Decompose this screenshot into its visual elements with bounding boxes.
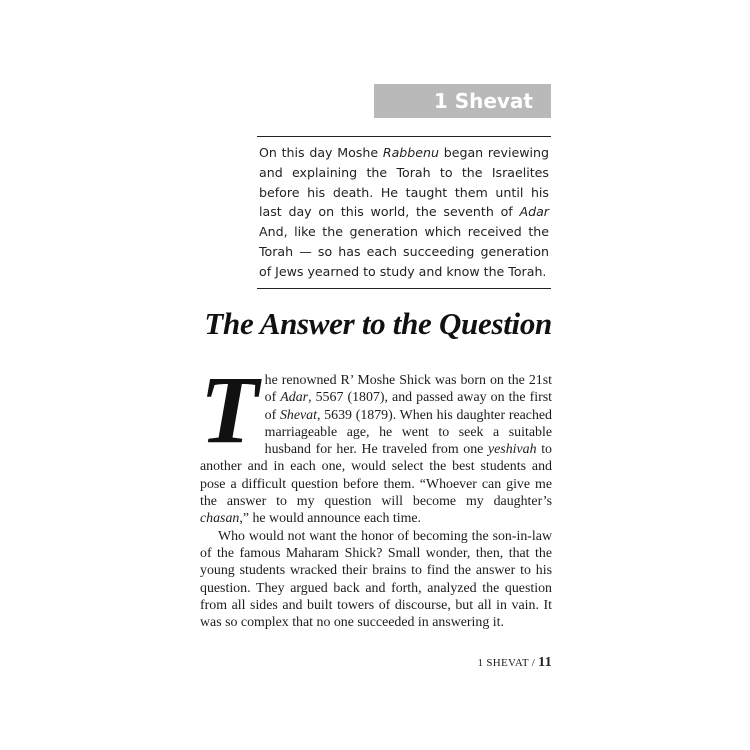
text-run: , 5567 (1807), and passed away on the first of bbox=[264, 390, 552, 423]
italic-term: Adar bbox=[280, 390, 309, 406]
text-run: And, like the generation which received the Torah — so has each succeeding generation of Jews yearned to study and know the Torah. bbox=[259, 224, 549, 279]
page-footer bbox=[300, 655, 552, 671]
date-banner bbox=[374, 84, 551, 118]
text-run: he renowned R’ Moshe Shick was born on the 21st of bbox=[264, 373, 552, 406]
text-run: On this day Moshe bbox=[259, 145, 383, 160]
text-run: , 5639 (1879). When his daughter reached marriageable age, he went to seek a suitable husband for her. He traveled from one bbox=[264, 407, 553, 458]
story-paragraph bbox=[200, 528, 552, 632]
story-body bbox=[200, 356, 553, 631]
italic-term: yeshivah bbox=[487, 442, 537, 458]
italic-term: chasan bbox=[200, 511, 240, 527]
drop-cap: T bbox=[200, 356, 259, 463]
italic-term: Shevat bbox=[279, 407, 317, 423]
page-number: 11 bbox=[538, 655, 552, 670]
text-run: ,” he would announce each time. bbox=[239, 511, 422, 527]
italic-term: Rabbenu bbox=[382, 145, 439, 160]
date-banner-label: 1 Shevat bbox=[433, 89, 533, 113]
intro-box bbox=[257, 136, 551, 289]
intro-text bbox=[259, 143, 549, 282]
italic-term: Adar bbox=[519, 204, 549, 220]
chapter-title: The Answer to the Question bbox=[204, 306, 552, 341]
story-paragraph bbox=[200, 356, 553, 528]
text-run: to another and in each one, would select the best students and pose a difficult question before them. “Whoever can give me the answer to my question will become my daughter’s bbox=[200, 442, 552, 510]
text-run: began reviewing and explaining the Torah to the Israelites before his death. He taught them until his last day on this world, the seventh of bbox=[259, 145, 549, 220]
running-head: 1 SHEVAT / bbox=[477, 657, 539, 669]
text-run: Who would not want the honor of becoming the son-in-law of the famous Maharam Shick? Small wonder, then, that the young students wracked their brains to find the answer to his question. They argued back and forth, analyzed the question from all sides and built towers of discourse, but all in vain. It was so complex that no one succeeded in answering it. bbox=[200, 528, 552, 631]
